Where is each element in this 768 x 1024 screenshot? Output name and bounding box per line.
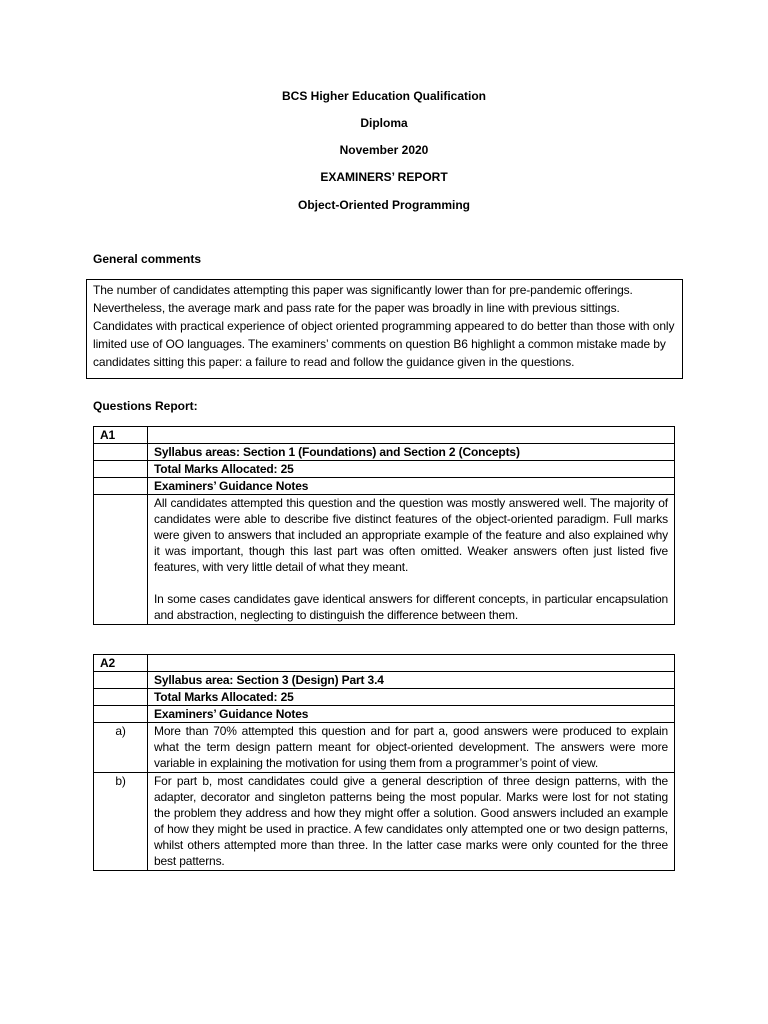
empty-cell bbox=[94, 495, 148, 625]
session-date: November 2020 bbox=[339, 143, 429, 157]
table-row bbox=[94, 478, 675, 495]
table-row bbox=[94, 427, 675, 444]
question-id-cell: A1 bbox=[94, 427, 148, 444]
table-row bbox=[94, 723, 675, 773]
question-id-cell: A2 bbox=[94, 655, 148, 672]
part-a-notes-cell: More than 70% attempted this question and for part a, good answers were produced to explain what the term design pattern meant for object-oriented development. The answers were more variable in explaining the motivation for using them from a programmer’s point of view. bbox=[148, 723, 675, 773]
table-row bbox=[94, 672, 675, 689]
qualification-title: BCS Higher Education Qualification bbox=[281, 89, 487, 103]
part-b-notes-cell: For part b, most candidates could give a general description of three design patterns, with the adapter, decorator and singleton patterns being the most popular. Marks were lost for not stating the problem they address and how they might offer a solution. Good answers included an example of how they might be used in practice. A few candidates only attempted one or two design patterns, whilst others attempted more than three. In the latter case marks were only counted for the three best patterns. bbox=[148, 773, 675, 871]
question-a1-table bbox=[93, 426, 675, 625]
syllabus-cell: Syllabus areas: Section 1 (Foundations) and Section 2 (Concepts) bbox=[148, 444, 675, 461]
guidance-paragraph: In some cases candidates gave identical answers for different concepts, in particular encapsulation and abstraction, neglecting to distinguish the difference between them. bbox=[154, 592, 668, 622]
empty-cell bbox=[94, 478, 148, 495]
marks-cell: Total Marks Allocated: 25 bbox=[148, 461, 675, 478]
empty-cell bbox=[94, 706, 148, 723]
general-comments-heading: General comments bbox=[93, 252, 202, 266]
empty-cell bbox=[94, 461, 148, 478]
table-row bbox=[94, 689, 675, 706]
table-row bbox=[94, 461, 675, 478]
guidance-label-cell: Examiners’ Guidance Notes bbox=[148, 706, 675, 723]
general-comments-box: The number of candidates attempting this paper was significantly lower than for pre-pandemic offerings. Nevertheless, the average mark and pass rate for the paper was broadly in line with previous sittings. Candidates with practical experience of object oriented programming appeared to do better than those with only limited use of OO languages. The examiners’ comments on question B6 highlight a common mistake made by candidates sitting this paper: a failure to read and follow the guidance given in the questions. bbox=[86, 279, 683, 379]
part-label-cell: b) bbox=[94, 773, 148, 871]
table-row bbox=[94, 655, 675, 672]
questions-report-heading: Questions Report: bbox=[93, 399, 198, 413]
module-title: Object-Oriented Programming bbox=[297, 198, 471, 212]
table-row bbox=[94, 773, 675, 871]
guidance-notes-cell bbox=[148, 495, 675, 625]
table-row bbox=[94, 706, 675, 723]
empty-cell bbox=[94, 672, 148, 689]
guidance-paragraph: All candidates attempted this question and the question was mostly answered well. The majority of candidates were able to describe five distinct features of the object-oriented paradigm. Full marks were given to answers that included an appropriate example of the feature and also explained why it was important, though this last part was often omitted. Weaker answers often just listed five features, with very little detail of what they meant. bbox=[154, 496, 668, 574]
table-row bbox=[94, 495, 675, 625]
empty-cell bbox=[148, 655, 675, 672]
question-a2-table bbox=[93, 654, 675, 871]
part-label-cell: a) bbox=[94, 723, 148, 773]
report-title: EXAMINERS’ REPORT bbox=[320, 170, 448, 184]
level-title: Diploma bbox=[360, 116, 408, 130]
empty-cell bbox=[148, 427, 675, 444]
marks-cell: Total Marks Allocated: 25 bbox=[148, 689, 675, 706]
guidance-label-cell: Examiners’ Guidance Notes bbox=[148, 478, 675, 495]
empty-cell bbox=[94, 444, 148, 461]
syllabus-cell: Syllabus area: Section 3 (Design) Part 3.4 bbox=[148, 672, 675, 689]
empty-cell bbox=[94, 689, 148, 706]
table-row bbox=[94, 444, 675, 461]
